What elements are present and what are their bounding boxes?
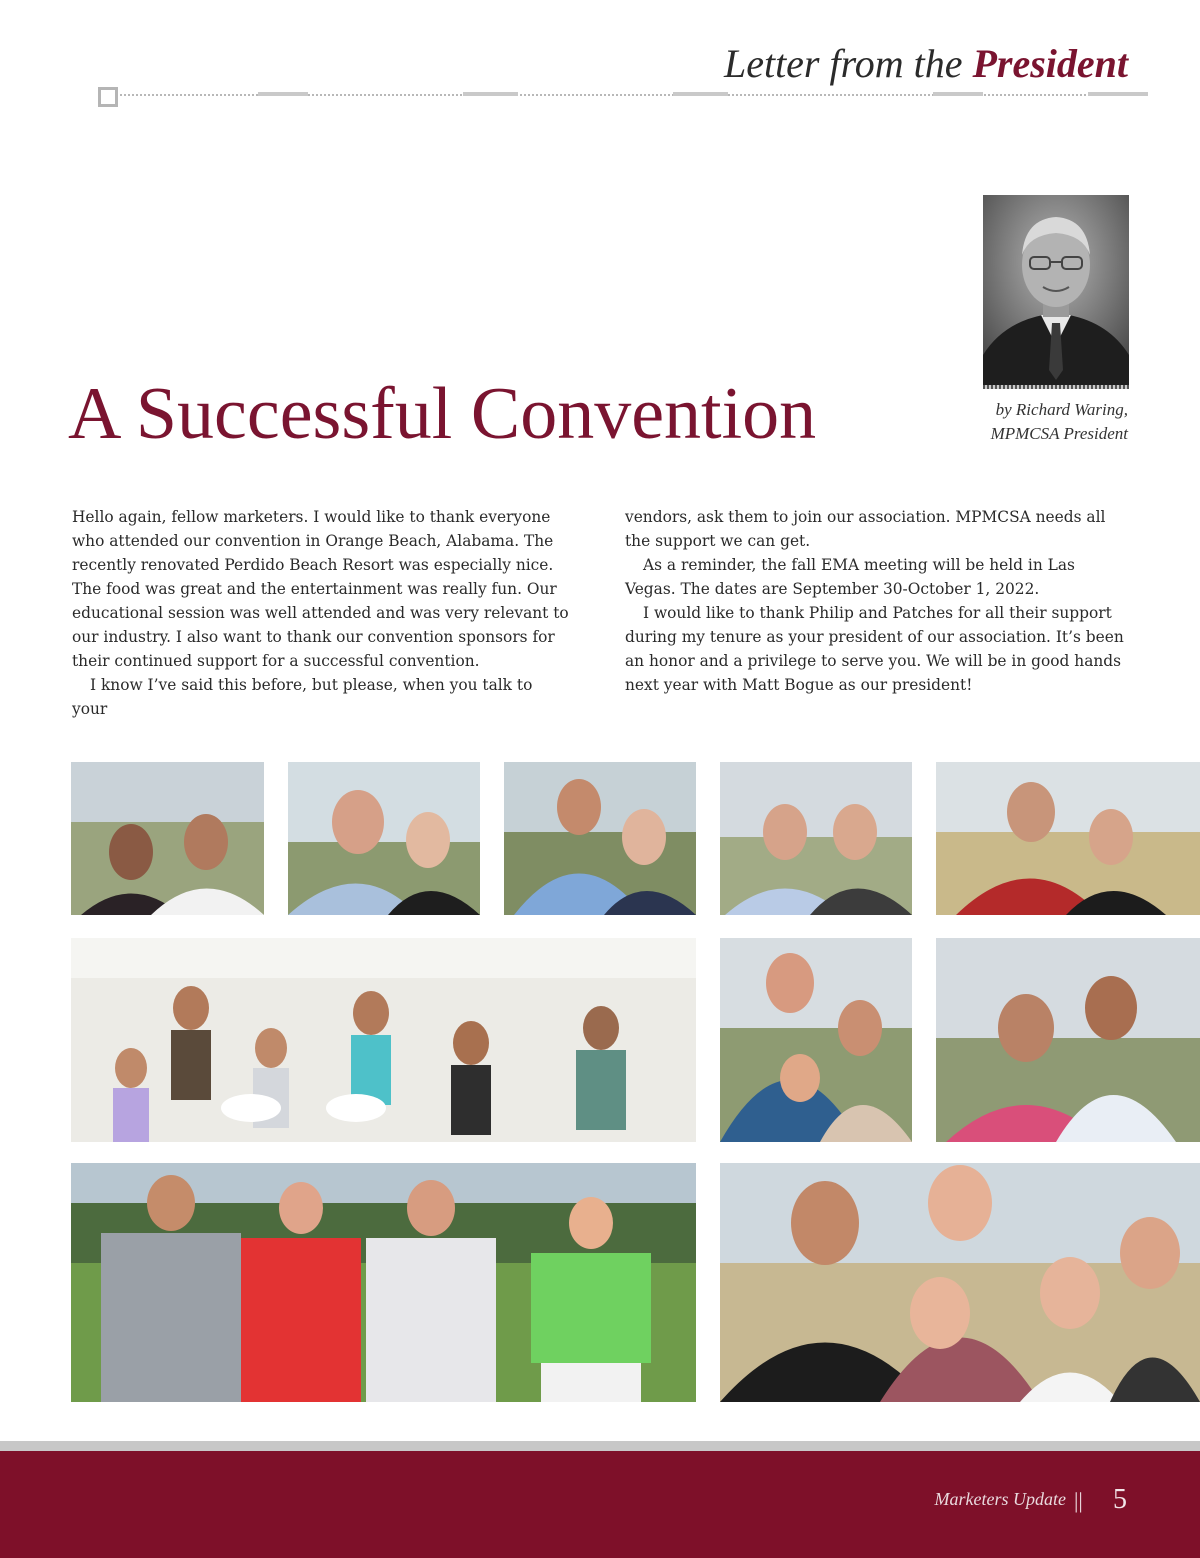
header-rule-segment [463,92,518,96]
byline [991,398,1128,446]
section-header-emphasis: President [972,41,1128,86]
header-rule-segment [933,92,983,96]
body-column-left [72,505,572,721]
byline-author: by Richard Waring, [995,400,1128,419]
header-rule-segment [258,92,308,96]
photo-couple-3 [504,762,696,915]
footer-rule [0,1441,1200,1451]
photo-couple-5 [936,762,1200,915]
photo-couple-4 [720,762,912,915]
section-header [724,40,1128,87]
header-rule-segment [1088,92,1148,96]
author-portrait [983,195,1129,385]
footer-separator: || [1074,1488,1083,1513]
header-rule-segment [673,92,728,96]
header-rule [98,87,1148,105]
photo-couple-1 [71,762,264,915]
paragraph: Hello again, fellow marketers. I would like to thank everyone who attended our convention in Orange Beach, Alabama. The recently renovated Perdido Beach Resort was especially nice. The food was great and the entertainment was really fun. Our educational session was well attended and was very relevant to our industry. I also want to thank our convention sponsors for their continued support for a successful convention. [72,508,569,670]
section-header-prefix: Letter from the [723,41,963,86]
photo-family-1 [720,938,912,1142]
photo-golfers [71,1163,696,1402]
paragraph: I would like to thank Philip and Patches for all their support during my tenure as your president of our association. It’s been an honor and a privilege to serve you. We will be in good hands next year with Matt Bogue as our president! [625,604,1124,694]
paragraph: As a reminder, the fall EMA meeting will be held in Las Vegas. The dates are September 30-October 1, 2022. [625,556,1075,598]
page-number: 5 [1113,1484,1127,1515]
byline-role: MPMCSA President [990,424,1128,443]
photo-couple-2 [288,762,480,915]
photo-kids-beach [71,938,696,1142]
paragraph: I know I’ve said this before, but please, when you talk to your [72,676,533,718]
article-title: A Successful Convention [68,373,817,455]
body-column-right [625,505,1125,697]
photo-family-2 [720,1163,1200,1402]
photo-couple-6 [936,938,1200,1142]
header-rule-square [98,87,118,107]
footer-publication: Marketers Update [934,1489,1066,1509]
portrait-edge [983,385,1129,389]
paragraph: vendors, ask them to join our association. MPMCSA needs all the support we can get. [625,508,1106,550]
